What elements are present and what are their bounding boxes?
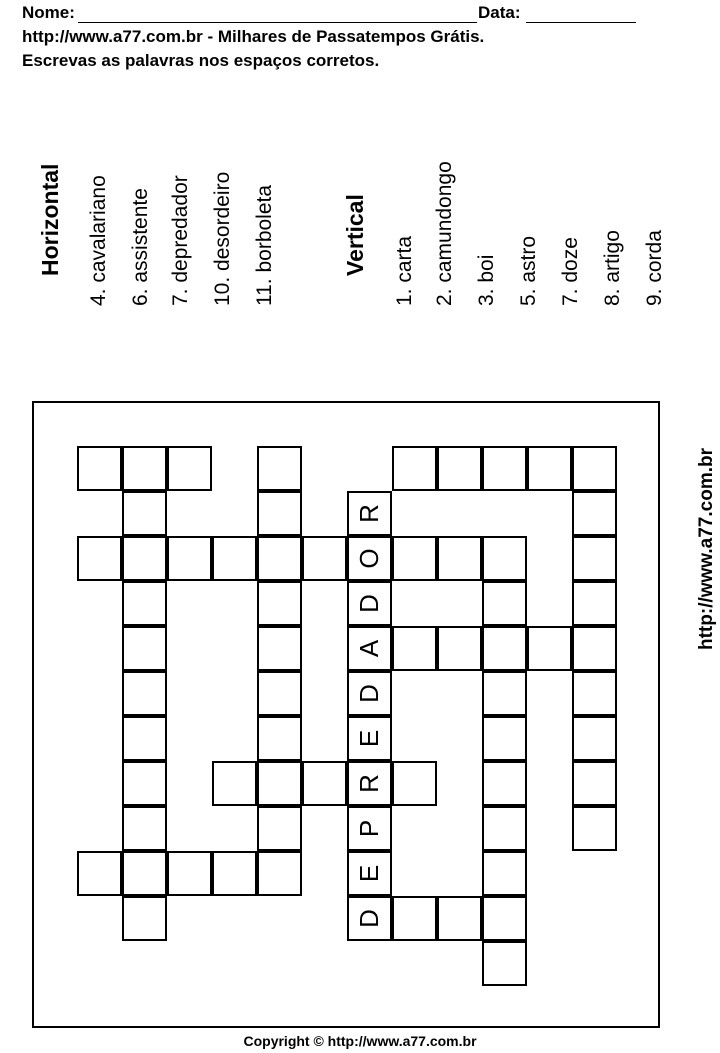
- crossword-cell[interactable]: [572, 716, 617, 761]
- crossword-cell[interactable]: [437, 896, 482, 941]
- crossword-cell[interactable]: [167, 446, 212, 491]
- crossword-cell[interactable]: [122, 896, 167, 941]
- horizontal-clue: 10. desordeiro: [211, 171, 234, 306]
- crossword-cell[interactable]: [122, 581, 167, 626]
- vertical-clue: 9. corda: [643, 230, 666, 306]
- crossword-cell[interactable]: [482, 941, 527, 986]
- crossword-cell[interactable]: [212, 851, 257, 896]
- crossword-cell[interactable]: [482, 716, 527, 761]
- crossword-cell[interactable]: [122, 806, 167, 851]
- crossword-cell[interactable]: [212, 761, 257, 806]
- crossword-cell[interactable]: [77, 536, 122, 581]
- crossword-cell[interactable]: [257, 806, 302, 851]
- crossword-cell[interactable]: [122, 716, 167, 761]
- crossword-cell[interactable]: [482, 806, 527, 851]
- crossword-cell[interactable]: [527, 626, 572, 671]
- site-line: http://www.a77.com.br - Milhares de Passatempos Grátis.: [22, 27, 485, 46]
- horizontal-clue: 7. depredador: [169, 175, 192, 306]
- prefilled-letter: P: [354, 819, 384, 838]
- vertical-heading: Vertical: [342, 194, 368, 276]
- crossword-cell[interactable]: [482, 851, 527, 896]
- crossword-cell[interactable]: [437, 446, 482, 491]
- date-label: Data:: [478, 3, 521, 22]
- crossword-cell[interactable]: [482, 536, 527, 581]
- crossword-cell[interactable]: [257, 446, 302, 491]
- crossword-cell[interactable]: [257, 716, 302, 761]
- horizontal-clue: 4. cavalariano: [87, 175, 110, 306]
- crossword-cell[interactable]: [572, 491, 617, 536]
- crossword-cell[interactable]: [437, 626, 482, 671]
- copyright: Copyright © http://www.a77.com.br: [243, 1033, 477, 1049]
- prefilled-letter: D: [354, 594, 384, 613]
- date-field[interactable]: [526, 2, 636, 23]
- vertical-clue: 7. doze: [559, 237, 582, 306]
- prefilled-letter: E: [354, 729, 384, 748]
- crossword-cell[interactable]: [572, 536, 617, 581]
- prefilled-letter: A: [354, 639, 384, 658]
- prefilled-letter: D: [354, 909, 384, 928]
- horizontal-clue: 6. assistente: [129, 188, 152, 306]
- crossword-cell[interactable]: [482, 581, 527, 626]
- instructions: Escrevas as palavras nos espaços corretos.: [22, 51, 380, 70]
- crossword-cell[interactable]: [257, 761, 302, 806]
- crossword-cell[interactable]: [392, 896, 437, 941]
- crossword-cell[interactable]: [122, 851, 167, 896]
- vertical-clue: 5. astro: [517, 235, 540, 306]
- horizontal-clue: 11. borboleta: [253, 184, 276, 306]
- prefilled-letter: R: [354, 504, 384, 523]
- crossword-cell[interactable]: [572, 581, 617, 626]
- crossword-cell[interactable]: [257, 851, 302, 896]
- name-label: Nome:: [22, 3, 75, 22]
- crossword-cell[interactable]: [482, 446, 527, 491]
- crossword-cell[interactable]: [122, 446, 167, 491]
- prefilled-letter: D: [354, 684, 384, 703]
- crossword-cell[interactable]: [122, 671, 167, 716]
- prefilled-letter: R: [354, 774, 384, 793]
- crossword-cell[interactable]: [257, 671, 302, 716]
- prefilled-letter: O: [354, 548, 384, 569]
- crossword-cell[interactable]: [572, 671, 617, 716]
- crossword-cell[interactable]: [77, 851, 122, 896]
- crossword-cell[interactable]: [482, 626, 527, 671]
- crossword-cell[interactable]: [167, 536, 212, 581]
- crossword-cell[interactable]: [392, 761, 437, 806]
- crossword-cell[interactable]: [527, 446, 572, 491]
- crossword-cell[interactable]: [122, 491, 167, 536]
- crossword-cell[interactable]: [167, 851, 212, 896]
- crossword-cell[interactable]: [482, 896, 527, 941]
- crossword-cell[interactable]: [302, 761, 347, 806]
- crossword-cell[interactable]: [392, 626, 437, 671]
- vertical-clue: 8. artigo: [601, 230, 624, 306]
- vertical-clue: 2. camundongo: [433, 161, 456, 306]
- crossword-cell[interactable]: [392, 446, 437, 491]
- crossword-cell[interactable]: [482, 761, 527, 806]
- crossword-cell[interactable]: [302, 536, 347, 581]
- crossword-cell[interactable]: [257, 626, 302, 671]
- crossword-cell[interactable]: [77, 446, 122, 491]
- prefilled-letter: E: [354, 864, 384, 883]
- side-url: http://www.a77.com.br: [696, 448, 717, 650]
- crossword-cell[interactable]: [122, 536, 167, 581]
- crossword-cell[interactable]: [257, 536, 302, 581]
- vertical-clue: 1. carta: [393, 235, 416, 306]
- crossword-cell[interactable]: [437, 536, 482, 581]
- crossword-cell[interactable]: [122, 761, 167, 806]
- vertical-clue: 3. boi: [475, 254, 498, 306]
- horizontal-heading: Horizontal: [37, 163, 63, 276]
- name-field[interactable]: [78, 2, 477, 23]
- crossword-cell[interactable]: [212, 536, 257, 581]
- crossword-cell[interactable]: [122, 626, 167, 671]
- crossword-cell[interactable]: [482, 671, 527, 716]
- crossword-cell[interactable]: [572, 761, 617, 806]
- crossword-cell[interactable]: [257, 491, 302, 536]
- crossword-cell[interactable]: [257, 581, 302, 626]
- crossword-cell[interactable]: [572, 806, 617, 851]
- crossword-cell[interactable]: [392, 536, 437, 581]
- crossword-cell[interactable]: [572, 446, 617, 491]
- crossword-cell[interactable]: [572, 626, 617, 671]
